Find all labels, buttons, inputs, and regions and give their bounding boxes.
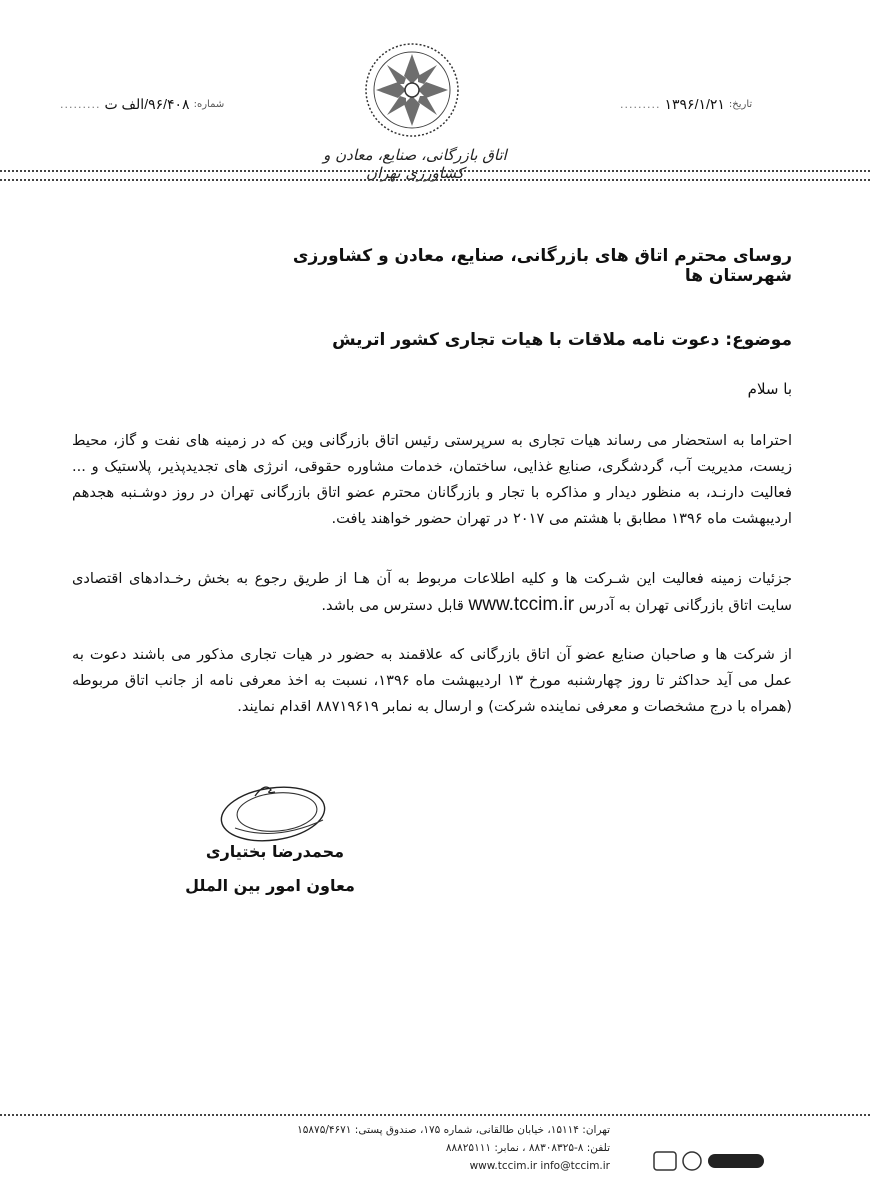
signer-title: معاون امور بین الملل xyxy=(185,876,355,895)
addressee-line: روسای محترم اتاق های بازرگانی، صنایع، معادن و کشاورزی شهرستان ها xyxy=(292,246,792,286)
certification-logos-icon xyxy=(652,1148,772,1174)
paragraph-request: از شرکت ها و صاحبان صنایع عضو آن اتاق بازرگانی که علاقمند به حضور در هیات تجاری مذکور می باشند دعوت به عمل می آید حداکثر تا روز چهارشنبه مورخ ۱۳ اردیبهشت ماه ۱۳۹۶، نسبت به اخذ معرفی نامه از جانب اتاق مربوطه (همراه با درج مشخصات و معرفی نماینده شرکت) و ارسال به نمابر ۸۸۷۱۹۶۱۹ اقدام نمایند. xyxy=(72,646,793,715)
dotted-line: ......... xyxy=(60,98,101,111)
header-divider xyxy=(0,170,870,181)
footer-phone: تلفن: ۸-۸۸۳۰۸۳۲۵ ، نمابر: ۸۸۸۲۵۱۱۱ xyxy=(445,1142,610,1154)
greeting: با سلام xyxy=(747,380,792,398)
footer-web-email: www.tccim.ir info@tccim.ir xyxy=(469,1160,610,1172)
letter-date-value: ۱۳۹۶/۱/۲۱ xyxy=(664,96,725,112)
paragraph-details-end: قابل دسترس می باشد. xyxy=(321,597,464,614)
letter-date-label: تاریخ: xyxy=(728,99,753,110)
website-link[interactable]: www.tccim.ir xyxy=(468,594,575,615)
letter-number-field xyxy=(60,96,224,113)
signer-name: محمدرضا بختیاری xyxy=(205,842,345,861)
footer-divider xyxy=(0,1114,870,1120)
letter-number-value: ۹۶/۴۰۸/الف ت xyxy=(104,96,190,112)
paragraph-details-text: جزئیات زمینه فعالیت این شـرکت ها و کلیه اطلاعات مربوط به آن هـا از طریق رجوع به بخش رخـدادهای اقتصادی سایت اتاق بازرگانی تهران به آدرس xyxy=(72,570,792,614)
paragraph-invitation: احتراما به استحضار می رساند هیات تجاری به سرپرستی رئیس اتاق بازرگانی وین که در زمینه های نفت و گاز، محیط زیست، مدیریت آب، گردشگری، صنایع غذایی، ساختمان، خدمات مشاوره حقوقی، انرژی های تجدیدپذیر، پلاستیک و ... فعالیت دارنـد، به منظور دیدار و مذاکره با تجار و بازرگانان محترم عضو اتاق بازرگانی تهران در روز دوشـنبه هجدهم اردیبهشت ماه ۱۳۹۶ مطابق با هشتم می ۲۰۱۷ در تهران حضور خواهند یافت. xyxy=(72,432,792,527)
chamber-emblem-icon xyxy=(362,40,462,140)
footer-address: تهران: ۱۵۱۱۴، خیابان طالقانی، شماره ۱۷۵، صندوق پستی: ۱۵۸۷۵/۴۶۷۱ xyxy=(297,1124,610,1136)
handwritten-signature xyxy=(205,772,345,852)
subject-line: موضوع: دعوت نامه ملاقات با هیات تجاری کشور اتریش xyxy=(332,330,792,350)
paragraph-details xyxy=(72,566,792,619)
organization-name: اتاق بازرگانی، صنایع، معادن و کشاورزی تهران xyxy=(323,146,507,182)
dotted-line: ......... xyxy=(620,98,661,111)
letter-number-label: شماره: xyxy=(193,99,225,110)
letter-date-field xyxy=(620,96,752,113)
